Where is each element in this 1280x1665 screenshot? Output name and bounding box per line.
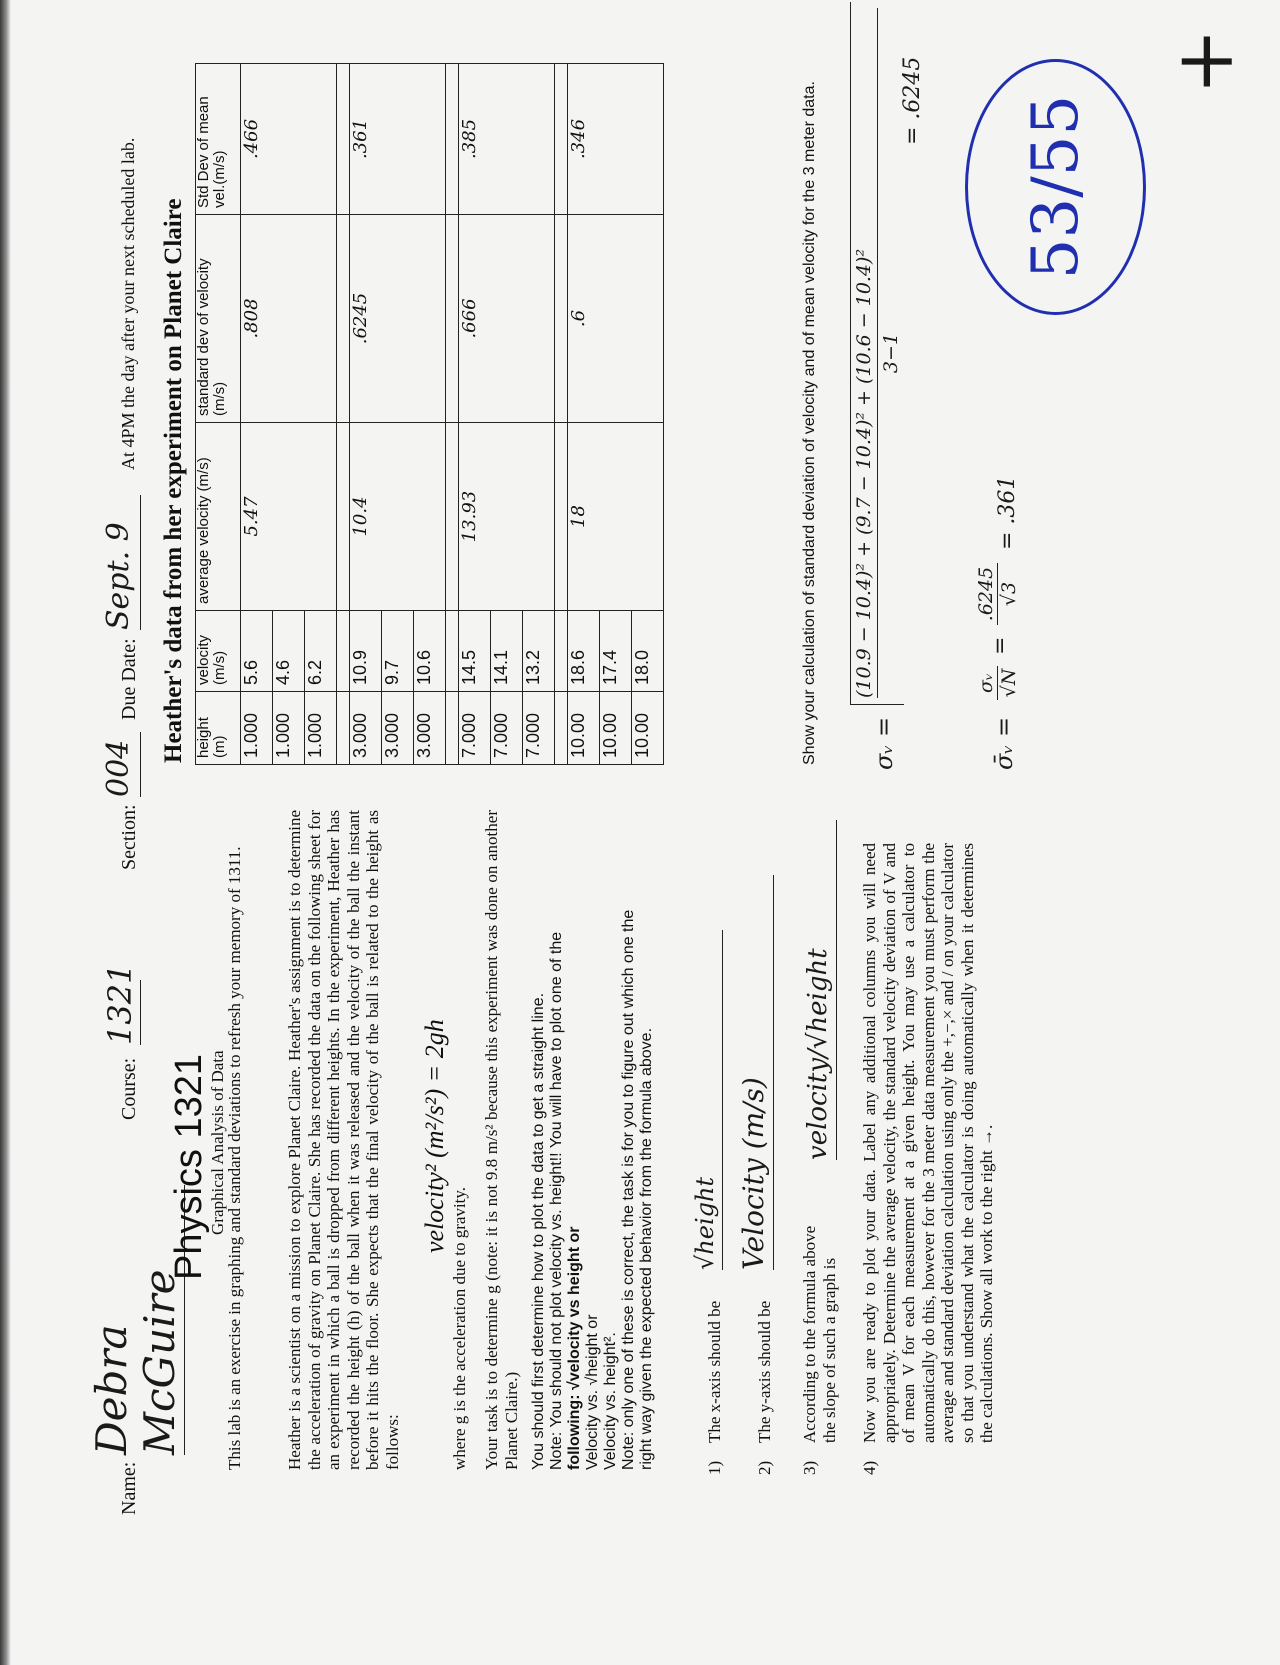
mean-formula-num: σᵥ — [975, 666, 998, 700]
avg-cell: 10.4 — [350, 423, 446, 611]
scenario-paragraph: Heather is a scientist on a mission to explore Planet Claire. Heather's assignment is to determine the acceleration of gravity on Planet Claire. She has recorded the data on the following sheet for an experiment in which a ball is dropped from different heights. In the experiment, Heather has recorded the height (h) of the ball when it was released and the velocity of the ball the instant before it hits the floor. She expects that the final velocity of the ball is related to the height as follows: — [285, 810, 402, 1470]
height-cell: 3.000 — [350, 692, 382, 765]
avg-cell: 5.47 — [241, 423, 337, 611]
due-label: Due Date: — [118, 638, 140, 720]
table-row — [241, 64, 273, 765]
col-sd-header: standard dev of velocity (m/s) — [196, 215, 241, 423]
velocity-cell: 14.1 — [491, 611, 523, 692]
sdm-cell: .361 — [350, 64, 446, 215]
table-spacer-row — [337, 64, 350, 765]
velocity-cell: 18.6 — [568, 611, 600, 692]
instruction-line: Note: only one of these is correct, the task is for you to figure out which one the — [620, 909, 637, 1470]
q3-label-line: the slope of such a graph is — [820, 1257, 839, 1443]
sd-cell: .6 — [568, 215, 664, 423]
due-note: At 4PM the day after your next scheduled lab. — [118, 137, 138, 470]
instruction-line: following: √velocity vs height or — [566, 1226, 583, 1470]
mean-value-num: .6245 — [975, 563, 998, 625]
height-cell: 3.000 — [414, 692, 446, 765]
velocity-cell: 6.2 — [305, 611, 337, 692]
name-label: Name: — [118, 1461, 140, 1515]
height-cell: 7.000 — [491, 692, 523, 765]
instructions — [530, 800, 656, 1470]
col-sdm-header: Std Dev of mean vel.(m/s) — [196, 64, 241, 215]
col-velocity-header: velocity (m/s) — [196, 611, 241, 692]
height-cell: 7.000 — [523, 692, 555, 765]
height-cell: 10.00 — [632, 692, 664, 765]
velocity-cell: 5.6 — [241, 611, 273, 692]
sigma-result: = .6245 — [900, 56, 925, 145]
sigma-label: σᵥ = — [870, 716, 898, 770]
q1-label: The x-axis should be — [705, 1300, 724, 1443]
mean-equals: = — [988, 636, 1013, 655]
course-value: 1321 — [101, 963, 139, 1045]
score-text: 53/55 — [1018, 94, 1093, 280]
q3-number: 3) — [800, 1460, 819, 1475]
height-cell: 1.000 — [241, 692, 273, 765]
height-cell: 10.00 — [600, 692, 632, 765]
sdm-cell: .385 — [459, 64, 555, 215]
q4-number: 4) — [860, 1460, 879, 1475]
col-height-header: height (m) — [196, 692, 241, 765]
table-row — [350, 64, 382, 765]
sd-cell: .808 — [241, 215, 337, 423]
table-row — [568, 64, 600, 765]
height-cell: 1.000 — [273, 692, 305, 765]
velocity-cell: 18.0 — [632, 611, 664, 692]
mean-formula-den: √N — [998, 668, 1020, 698]
table-row — [459, 64, 491, 765]
instruction-line: You should first determine how to plot the data to get a straight line. — [530, 992, 547, 1470]
q2-number: 2) — [755, 1460, 774, 1475]
sd-cell: .666 — [459, 215, 555, 423]
q2-label: The y-axis should be — [755, 1300, 774, 1443]
sigma-denominator: 3−1 — [880, 332, 902, 374]
avg-cell: 13.93 — [459, 423, 555, 611]
instruction-line: Velocity vs. height². — [602, 1332, 619, 1470]
table-spacer-row — [446, 64, 459, 765]
q2-answer: Velocity (m/s) — [735, 875, 774, 1270]
velocity-cell: 17.4 — [600, 611, 632, 692]
q1-answer: √height — [688, 930, 723, 1270]
mean-value — [975, 563, 1020, 625]
avg-cell: 18 — [568, 423, 664, 611]
table-spacer-row — [555, 64, 568, 765]
velocity-cell: 4.6 — [273, 611, 305, 692]
score-circle — [965, 59, 1146, 315]
height-cell: 7.000 — [459, 692, 491, 765]
mean-value-den: √3 — [998, 581, 1020, 607]
velocity-cell: 9.7 — [382, 611, 414, 692]
table-title: Heather's data from her experiment on Planet Claire — [160, 198, 187, 763]
where-text: where g is the acceleration due to gravity. — [450, 1186, 469, 1470]
velocity-cell: 10.6 — [414, 611, 446, 692]
instruction-line: Note: You should not plot velocity vs. height!! You will have to plot one of the — [548, 931, 565, 1470]
q3-answer: velocity/√height — [800, 820, 837, 1160]
corner-mark: + — [1158, 27, 1251, 95]
height-cell: 10.00 — [568, 692, 600, 765]
name-value: Debra McGuire — [88, 1185, 185, 1455]
q4-text: Now you are ready to plot your data. Label any additional columns you will need appropriately. Determine the average velocity, the standard velocity deviation of V and of mean V for each measurement at a given height. You may use a calculator to automatically do this, however for the 3 meter data measurement you must perform the average and standard deviation calculation using only the +,−,× and / on your calculator so that you understand what the calculator is doing automatically when it determines the calculations. Show all work to the right →. — [860, 843, 996, 1443]
velocity-formula: velocity² (m²/s²) = 2gh — [420, 1019, 449, 1253]
q1-number: 1) — [705, 1460, 724, 1475]
sd-cell: .6245 — [350, 215, 446, 423]
work-prompt: Show your calculation of standard deviation of velocity and of mean velocity for the 3 meter data. — [801, 81, 818, 765]
intro-text: This lab is an exercise in graphing and standard deviations to refresh your memory of 1311. — [225, 846, 244, 1470]
section-value: 004 — [98, 732, 141, 797]
mean-sigma-label: σ̄ᵥ = — [990, 716, 1018, 770]
col-avg-header: average velocity (m/s) — [196, 423, 241, 611]
mean-formula — [975, 666, 1020, 700]
velocity-cell: 14.5 — [459, 611, 491, 692]
table-header-row — [196, 64, 241, 765]
q3-label-line: According to the formula above — [800, 1225, 819, 1443]
course-label: Course: — [118, 1057, 140, 1120]
velocity-cell: 13.2 — [523, 611, 555, 692]
sdm-cell: .466 — [241, 64, 337, 215]
page-title: Physics 1321 — [168, 1053, 210, 1280]
height-cell: 3.000 — [382, 692, 414, 765]
height-cell: 1.000 — [305, 692, 337, 765]
section-label: Section: — [118, 804, 140, 870]
due-value: Sept. 9 — [98, 495, 141, 630]
velocity-cell: 10.9 — [350, 611, 382, 692]
instruction-line: Velocity vs. √height or — [584, 1314, 601, 1470]
task-text: Your task is to determine g (note: it is not 9.8 m/s² because this experiment was done on another Planet Claire.) — [482, 810, 521, 1470]
sigma-radicand — [850, 2, 904, 705]
q3-label — [800, 1226, 840, 1443]
sigma-numerator: (10.9 − 10.4)² + (9.7 − 10.4)² + (10.6 − 10.4)² — [853, 8, 878, 698]
sdm-cell: .346 — [568, 64, 664, 215]
mean-result: = .361 — [995, 475, 1020, 550]
page-subtitle: Graphical Analysis of Data — [208, 1050, 227, 1235]
data-table — [195, 63, 664, 765]
instruction-line: right way given the expected behavior from the formula above. — [638, 1027, 655, 1470]
